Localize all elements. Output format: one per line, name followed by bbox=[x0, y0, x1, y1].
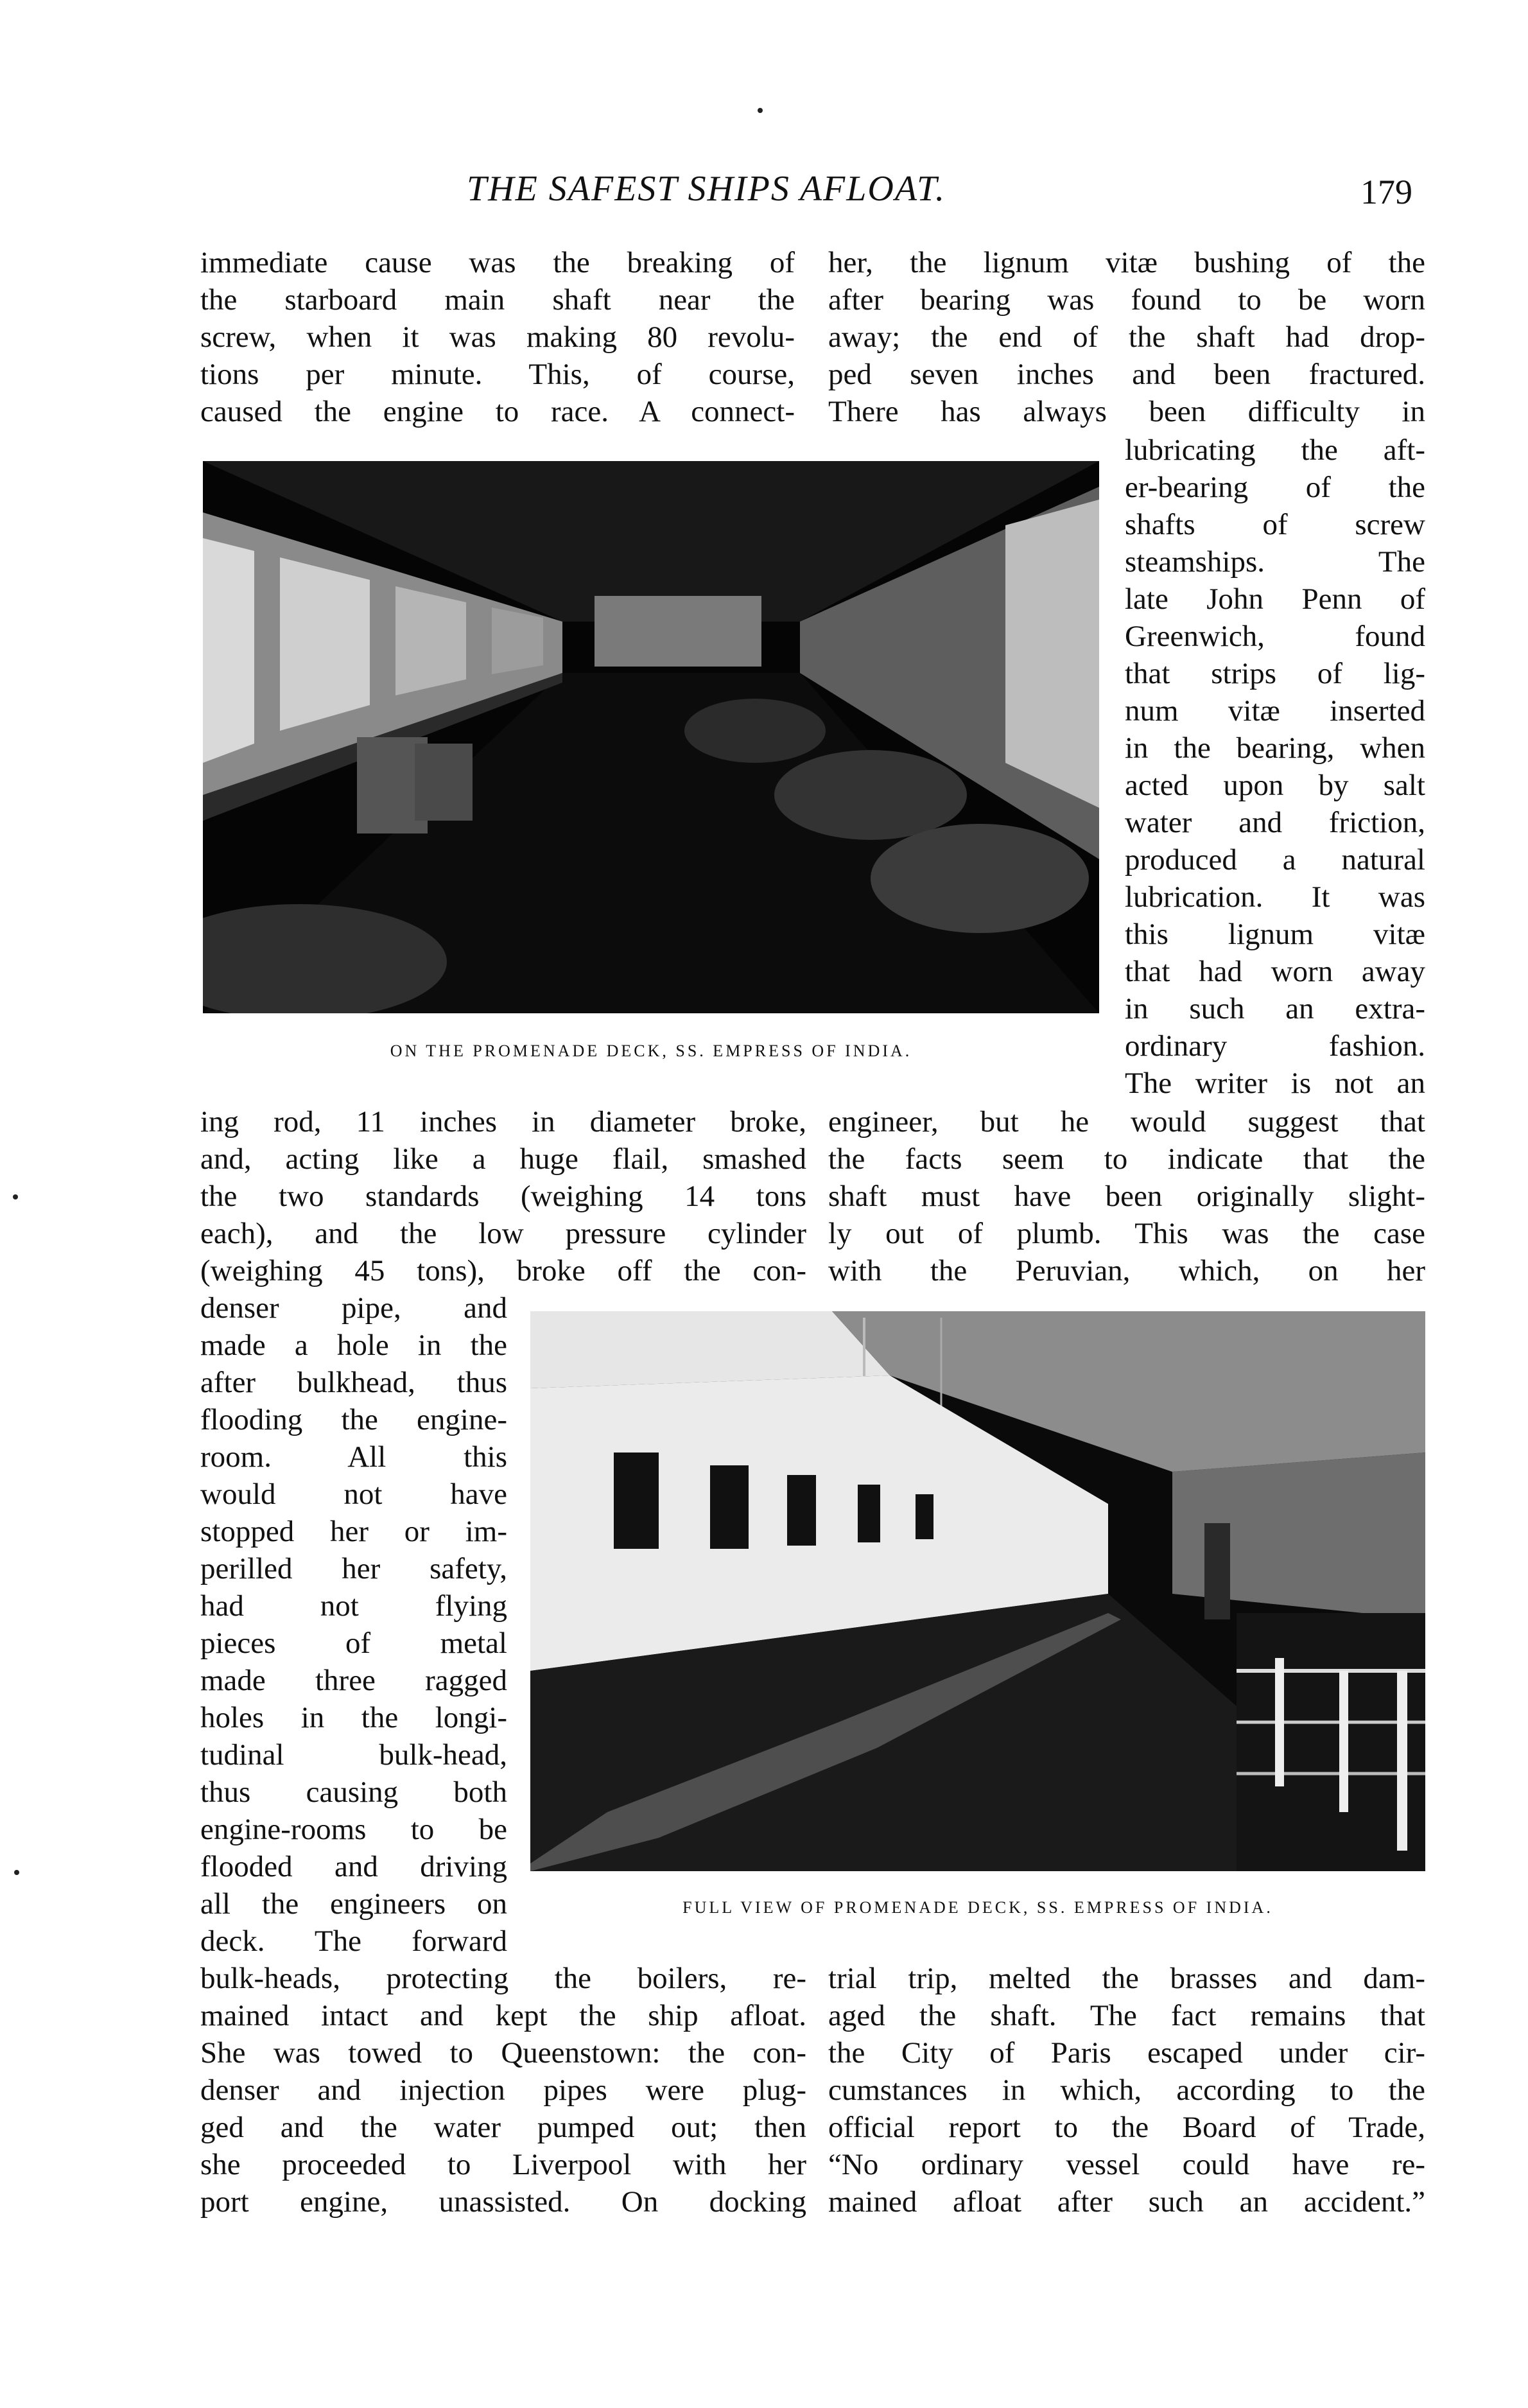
text-line: away; the end of the shaft had drop- bbox=[828, 320, 1425, 354]
text-line: er-bearing of the bbox=[1125, 471, 1425, 504]
figure1-caption: ON THE PROMENADE DECK, SS. EMPRESS OF INDIA. bbox=[390, 1042, 912, 1060]
text-line: the two standards (weighing 14 tons bbox=[200, 1180, 806, 1213]
text-line: the starboard main shaft near the bbox=[200, 283, 795, 317]
text-line: she proceeded to Liverpool with her bbox=[200, 2148, 806, 2181]
text-line: room. All this bbox=[200, 1440, 507, 1474]
paragraph-right-middle bbox=[828, 1103, 1425, 1289]
text-line: stopped her or im- bbox=[200, 1515, 507, 1548]
promenade-deck-illustration bbox=[203, 461, 1099, 1013]
text-line: after bearing was found to be worn bbox=[828, 283, 1425, 317]
text-line: Greenwich, found bbox=[1125, 620, 1425, 653]
text-line: each), and the low pressure cylinder bbox=[200, 1217, 806, 1250]
text-line: would not have bbox=[200, 1478, 507, 1511]
text-line: cumstances in which, according to the bbox=[828, 2073, 1425, 2107]
paragraph-left-bottom bbox=[200, 1960, 806, 2220]
text-line: mained intact and kept the ship afloat. bbox=[200, 1999, 806, 2032]
paragraph-left-middle bbox=[200, 1103, 806, 1289]
text-line: had not flying bbox=[200, 1589, 507, 1623]
text-line: (weighing 45 tons), broke off the con- bbox=[200, 1254, 806, 1287]
paragraph-right-bottom bbox=[828, 1960, 1425, 2220]
text-line: tions per minute. This, of course, bbox=[200, 358, 795, 391]
text-line: There has always been difficulty in bbox=[828, 395, 1425, 428]
text-line: steamships. The bbox=[1125, 545, 1425, 579]
text-line: She was towed to Queenstown: the con- bbox=[200, 2036, 806, 2070]
text-line: made three ragged bbox=[200, 1664, 507, 1697]
text-line: that strips of lig- bbox=[1125, 657, 1425, 690]
text-line: and, acting like a huge flail, smashed bbox=[200, 1142, 806, 1176]
text-line: mained afloat after such an accident.” bbox=[828, 2185, 1425, 2219]
text-line: denser and injection pipes were plug- bbox=[200, 2073, 806, 2107]
text-line: denser pipe, and bbox=[200, 1291, 507, 1325]
text-line: trial trip, melted the brasses and dam- bbox=[828, 1962, 1425, 1995]
text-line: “No ordinary vessel could have re- bbox=[828, 2148, 1425, 2181]
paragraph-right-top bbox=[828, 244, 1425, 430]
text-line: acted upon by salt bbox=[1125, 769, 1425, 802]
text-line: tudinal bulk-head, bbox=[200, 1738, 507, 1772]
paragraph-right-beside-photo bbox=[1125, 432, 1425, 1102]
text-line: deck. The forward bbox=[200, 1924, 507, 1958]
text-line: engineer, but he would suggest that bbox=[828, 1105, 1425, 1139]
text-line: bulk-heads, protecting the boilers, re- bbox=[200, 1962, 806, 1995]
text-line: with the Peruvian, which, on her bbox=[828, 1254, 1425, 1287]
text-line: in the bearing, when bbox=[1125, 731, 1425, 765]
text-line: all the engineers on bbox=[200, 1887, 507, 1921]
text-line: aged the shaft. The fact remains that bbox=[828, 1999, 1425, 2032]
page-header bbox=[205, 168, 1412, 213]
text-line: ged and the water pumped out; then bbox=[200, 2111, 806, 2144]
text-line: ing rod, 11 inches in diameter broke, bbox=[200, 1105, 806, 1139]
full-promenade-deck-photo bbox=[530, 1311, 1425, 1871]
figure2-caption: FULL VIEW OF PROMENADE DECK, SS. EMPRESS OF INDIA. bbox=[682, 1898, 1273, 1917]
running-title: THE SAFEST SHIPS AFLOAT. bbox=[467, 169, 946, 209]
text-line: shafts of screw bbox=[1125, 508, 1425, 541]
full-promenade-deck-illustration bbox=[530, 1311, 1425, 1871]
text-line: lubricating the aft- bbox=[1125, 433, 1425, 467]
text-line: port engine, unassisted. On docking bbox=[200, 2185, 806, 2219]
text-line: in such an extra- bbox=[1125, 992, 1425, 1025]
text-line: ly out of plumb. This was the case bbox=[828, 1217, 1425, 1250]
text-line: screw, when it was making 80 revolu- bbox=[200, 320, 795, 354]
text-line: water and friction, bbox=[1125, 806, 1425, 839]
text-line: flooded and driving bbox=[200, 1850, 507, 1883]
text-line: thus causing both bbox=[200, 1775, 507, 1809]
text-line: engine-rooms to be bbox=[200, 1813, 507, 1846]
scan-speck bbox=[14, 1870, 19, 1875]
text-line: this lignum vitæ bbox=[1125, 918, 1425, 951]
text-line: ordinary fashion. bbox=[1125, 1029, 1425, 1063]
text-line: her, the lignum vitæ bushing of the bbox=[828, 246, 1425, 279]
scan-speck bbox=[758, 108, 763, 113]
text-line: caused the engine to race. A connect- bbox=[200, 395, 795, 428]
text-line: that had worn away bbox=[1125, 955, 1425, 988]
text-line: holes in the longi- bbox=[200, 1701, 507, 1734]
page-number: 179 bbox=[1360, 173, 1412, 211]
scan-speck bbox=[13, 1194, 18, 1200]
text-line: the facts seem to indicate that the bbox=[828, 1142, 1425, 1176]
text-line: shaft must have been originally slight- bbox=[828, 1180, 1425, 1213]
text-line: pieces of metal bbox=[200, 1627, 507, 1660]
text-line: ped seven inches and been fractured. bbox=[828, 358, 1425, 391]
paragraph-left-beside-photo bbox=[200, 1289, 507, 1960]
text-line: produced a natural bbox=[1125, 843, 1425, 877]
text-line: num vitæ inserted bbox=[1125, 694, 1425, 728]
text-line: the City of Paris escaped under cir- bbox=[828, 2036, 1425, 2070]
paragraph-left-top bbox=[200, 244, 795, 430]
text-line: official report to the Board of Trade, bbox=[828, 2111, 1425, 2144]
text-line: late John Penn of bbox=[1125, 582, 1425, 616]
text-line: perilled her safety, bbox=[200, 1552, 507, 1585]
text-line: made a hole in the bbox=[200, 1329, 507, 1362]
promenade-deck-photo bbox=[203, 461, 1099, 1013]
text-line: immediate cause was the breaking of bbox=[200, 246, 795, 279]
text-line: The writer is not an bbox=[1125, 1067, 1425, 1100]
text-line: after bulkhead, thus bbox=[200, 1366, 507, 1399]
text-line: lubrication. It was bbox=[1125, 880, 1425, 914]
text-line: flooding the engine- bbox=[200, 1403, 507, 1436]
